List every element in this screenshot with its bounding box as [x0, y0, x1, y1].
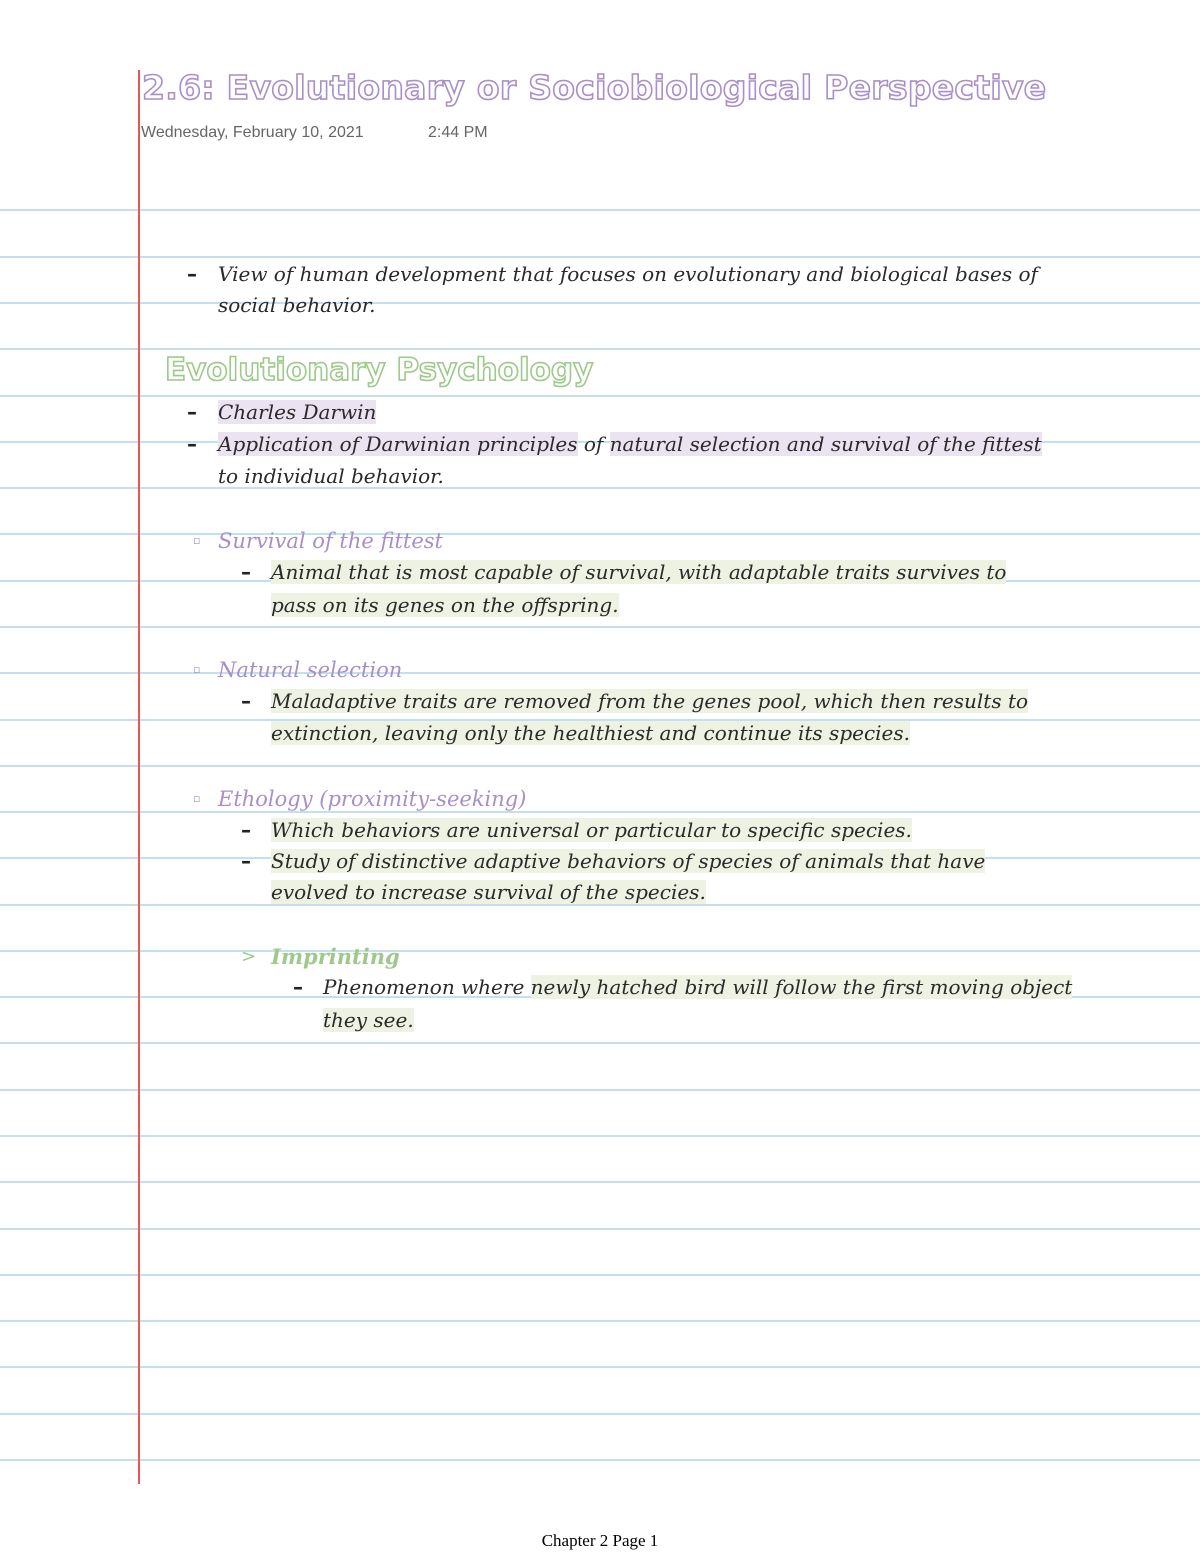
rule-line	[0, 209, 1200, 211]
page-footer: Chapter 2 Page 1	[541, 1531, 659, 1550]
application-part-2: of	[577, 432, 610, 456]
rule-line	[0, 1459, 1200, 1461]
darwin-bullet	[218, 397, 376, 427]
rule-line	[0, 256, 1200, 258]
dash-bullet: –	[187, 400, 197, 424]
ethology-bullet-2-line-1	[271, 846, 985, 876]
ethology-bullet-1	[271, 815, 912, 845]
imprinting-line-1-part-1: Phenomenon where	[323, 975, 531, 999]
intro-line-1: View of human development that focuses on evolutionary and biological bases of	[218, 262, 1038, 286]
margin-line	[138, 70, 140, 1484]
page-date: Wednesday, February 10, 2021	[141, 124, 364, 141]
natural-heading: Natural selection	[218, 658, 403, 682]
natural-line-2-text: extinction, leaving only the healthiest and continue its species.	[271, 721, 911, 745]
ethology-bullet-2-line-1-text: Study of distinctive adaptive behaviors of species of animals that have	[271, 849, 986, 873]
rule-line	[0, 950, 1200, 952]
dash-bullet: –	[241, 818, 251, 842]
rule-line	[0, 672, 1200, 674]
imprinting-line-2-text: they see.	[323, 1008, 414, 1032]
dash-bullet: –	[241, 689, 251, 713]
survival-line-1	[271, 557, 1006, 587]
rule-line	[0, 1274, 1200, 1276]
imprinting-line-2	[323, 1005, 414, 1035]
rule-line	[0, 487, 1200, 489]
survival-heading: Survival of the fittest	[218, 529, 443, 553]
ethology-heading: Ethology (proximity-seeking)	[218, 787, 527, 811]
application-line-1	[218, 429, 1042, 459]
imprinting-line-1	[323, 972, 1072, 1002]
application-line-2: to individual behavior.	[218, 464, 444, 488]
ethology-bullet-2-line-2	[271, 877, 706, 907]
rule-line	[0, 1135, 1200, 1137]
square-bullet-icon: ▫	[193, 663, 201, 676]
rule-line	[0, 1181, 1200, 1183]
dash-bullet: –	[293, 975, 303, 999]
rule-line	[0, 1413, 1200, 1415]
square-bullet-icon: ▫	[193, 534, 201, 547]
arrow-bullet-icon: >	[241, 946, 257, 967]
dash-bullet: –	[187, 432, 197, 456]
section-heading: Evolutionary Psychology	[165, 352, 594, 388]
imprinting-heading: Imprinting	[271, 944, 400, 969]
dash-bullet: –	[241, 849, 251, 873]
ethology-bullet-1-text: Which behaviors are universal or particular to specific species.	[271, 818, 912, 842]
square-bullet-icon: ▫	[193, 792, 201, 805]
page-time: 2:44 PM	[428, 124, 488, 141]
dash-bullet: –	[241, 560, 251, 584]
rule-line	[0, 1366, 1200, 1368]
survival-line-2	[271, 590, 619, 620]
rule-line	[0, 1320, 1200, 1322]
application-part-3: natural selection and survival of the fittest	[609, 432, 1042, 456]
imprinting-line-1-part-2: newly hatched bird will follow the first moving object	[530, 975, 1073, 999]
ethology-bullet-2-line-2-text: evolved to increase survival of the species.	[271, 880, 706, 904]
rule-line	[0, 1228, 1200, 1230]
rule-line	[0, 533, 1200, 535]
intro-line-2: social behavior.	[218, 293, 376, 317]
darwin-text: Charles Darwin	[218, 400, 377, 424]
rule-line	[0, 302, 1200, 304]
natural-line-1-text: Maladaptive traits are removed from the genes pool, which then results to	[271, 689, 1029, 713]
rule-line	[0, 395, 1200, 397]
rule-line	[0, 765, 1200, 767]
rule-line	[0, 348, 1200, 350]
application-part-1: Application of Darwinian principles	[218, 432, 578, 456]
survival-line-2-text: pass on its genes on the offspring.	[271, 593, 619, 617]
natural-line-1	[271, 686, 1028, 716]
rule-line	[0, 626, 1200, 628]
rule-line	[0, 1089, 1200, 1091]
rule-line	[0, 811, 1200, 813]
natural-line-2	[271, 718, 910, 748]
rule-line	[0, 1042, 1200, 1044]
survival-line-1-text: Animal that is most capable of survival, with adaptable traits survives to	[271, 560, 1007, 584]
dash-bullet: –	[187, 262, 197, 286]
page-title: 2.6: Evolutionary or Sociobiological Perspective	[142, 68, 1047, 107]
